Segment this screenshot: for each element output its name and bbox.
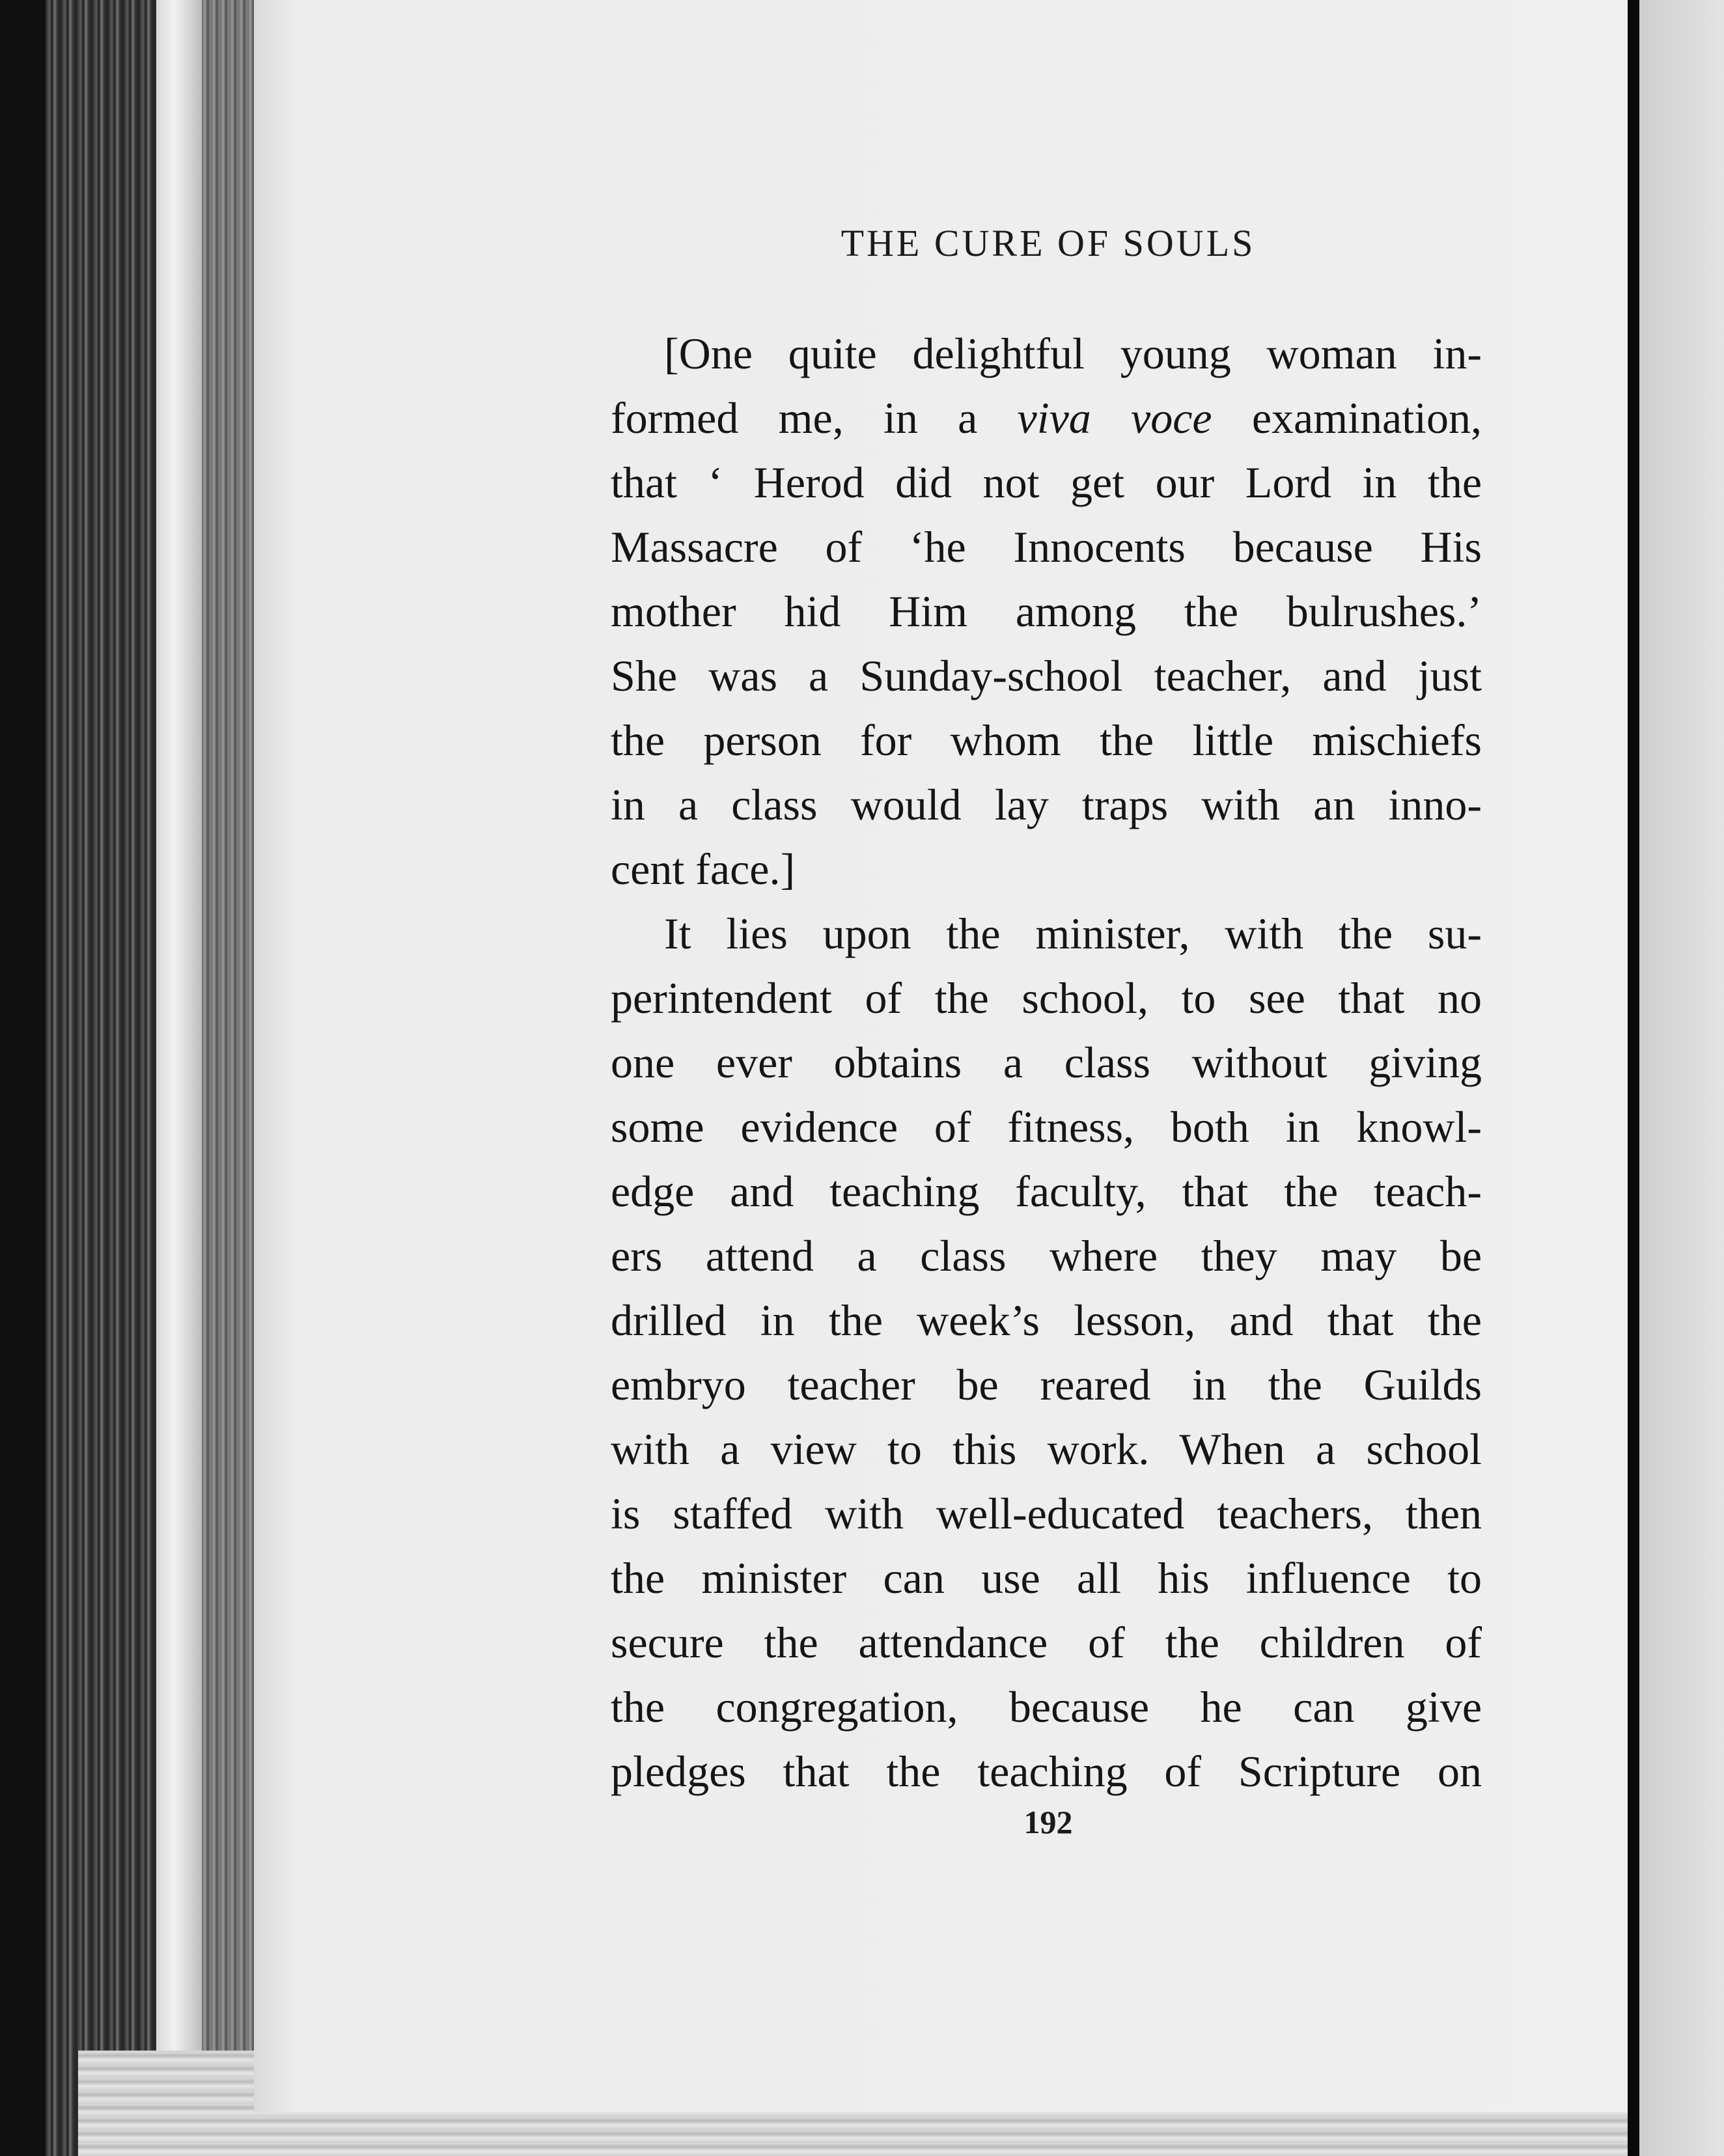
text-line: formed me, in a viva voce examination,: [611, 393, 1482, 443]
body-text: [611, 322, 1482, 1804]
text-line: cent face.]: [611, 844, 796, 894]
text-line: the person for whom the little mischiefs: [611, 715, 1482, 765]
text-line: in a class would lay traps with an inno-: [611, 780, 1482, 829]
page-edge-highlight: [156, 0, 202, 2156]
text-line: that ‘ Herod did not get our Lord in the: [611, 458, 1482, 507]
italic-phrase: viva voce: [1017, 393, 1212, 443]
text-line: Massacre of ‘he Innocents because His: [611, 522, 1482, 572]
text-line: some evidence of fitness, both in knowl-: [611, 1102, 1482, 1152]
facing-page-edge: [1639, 0, 1724, 2156]
text-line: edge and teaching faculty, that the teach-: [611, 1167, 1482, 1216]
text-line: She was a Sunday-school teacher, and just: [611, 651, 1482, 700]
paragraph-1: [611, 322, 1482, 902]
text-line: It lies upon the minister, with the su-: [664, 909, 1482, 958]
text-line: embryo teacher be reared in the Guilds: [611, 1360, 1482, 1409]
text-line: secure the attendance of the children of: [611, 1618, 1482, 1667]
page-gutter: [1628, 0, 1639, 2156]
text-line: the congregation, because he can give: [611, 1682, 1482, 1732]
paragraph-2: [611, 902, 1482, 1804]
text-line: [One quite delightful young woman in-: [664, 329, 1482, 378]
text-line: mother hid Him among the bulrushes.’: [611, 587, 1482, 636]
page-number: 192: [1023, 1804, 1073, 1840]
text-line: one ever obtains a class without giving: [611, 1038, 1482, 1087]
text-line: drilled in the week’s lesson, and that the: [611, 1295, 1482, 1345]
text-line: pledges that the teaching of Scripture on: [611, 1747, 1482, 1796]
text-line: with a view to this work. When a school: [611, 1424, 1482, 1474]
text-line: perintendent of the school, to see that no: [611, 973, 1482, 1023]
running-head: THE CURE OF SOULS: [841, 222, 1256, 264]
page-edge-shadow: [202, 0, 254, 2156]
text-line: is staffed with well-educated teachers, then: [611, 1489, 1482, 1538]
text-line: ers attend a class where they may be: [611, 1231, 1482, 1280]
text-line: the minister can use all his influence to: [611, 1553, 1482, 1603]
